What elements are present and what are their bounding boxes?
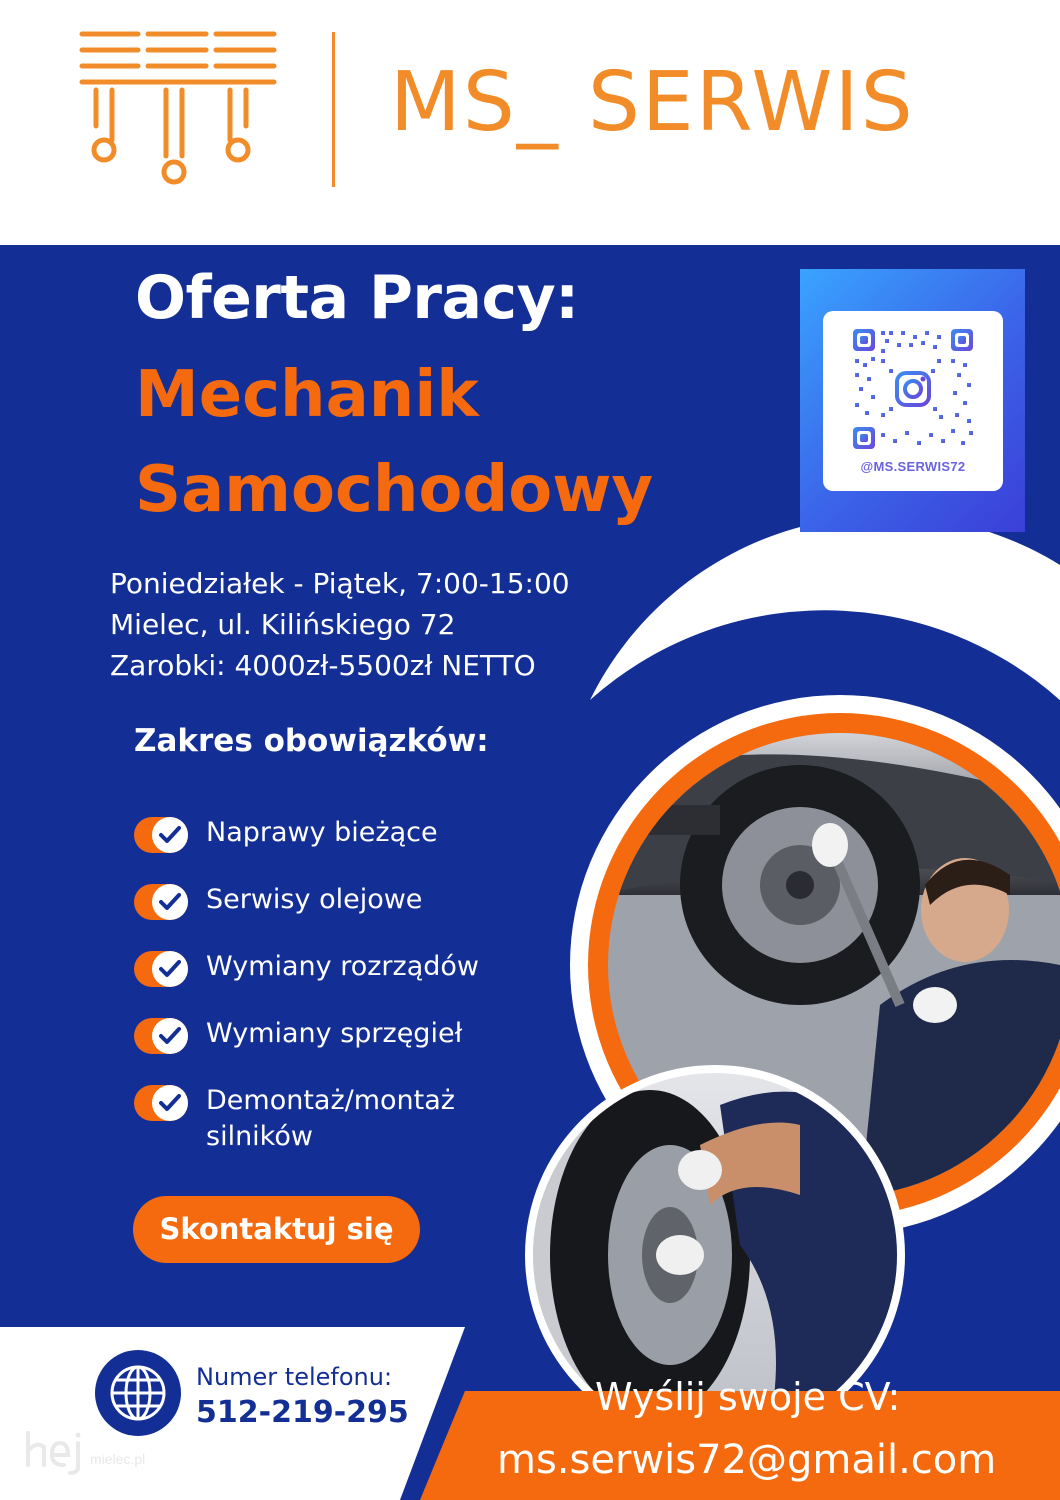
title-job-line2: Samochodowy xyxy=(135,453,654,527)
duty-label: Wymiany rozrządów xyxy=(206,951,479,982)
check-icon xyxy=(134,1018,188,1054)
poster-body xyxy=(0,245,1060,1500)
email-address[interactable]: ms.serwis72@gmail.com xyxy=(497,1437,997,1483)
instagram-handle: @MS.SERWIS72 xyxy=(860,459,966,474)
duty-label: Demontaż/montaż silników xyxy=(206,1085,455,1152)
check-icon xyxy=(134,884,188,920)
brand-name: MS_ SERWIS xyxy=(390,55,915,150)
duties-heading: Zakres obowiązków: xyxy=(134,723,489,759)
duty-label: Naprawy bieżące xyxy=(206,817,438,848)
check-icon xyxy=(134,817,188,853)
qr-code xyxy=(853,329,973,449)
job-info xyxy=(110,563,570,686)
instagram-qr-panel[interactable] xyxy=(800,269,1025,532)
address: Mielec, ul. Kilińskiego 72 xyxy=(110,608,456,641)
salary: Zarobki: 4000zł-5500zł NETTO xyxy=(110,649,536,682)
working-hours: Poniedziałek - Piątek, 7:00-15:00 xyxy=(110,567,570,600)
contact-button[interactable]: Skontaktuj się xyxy=(133,1196,420,1263)
hej-watermark-logo xyxy=(22,1425,182,1475)
logo-divider xyxy=(332,32,335,187)
duty-label: Wymiany sprzęgieł xyxy=(206,1018,463,1049)
duty-label: Serwisy olejowe xyxy=(206,884,423,915)
globe-icon xyxy=(95,1350,181,1436)
check-icon xyxy=(134,1085,188,1121)
phone-number[interactable]: 512-219-295 xyxy=(196,1395,409,1430)
phone-label: Numer telefonu: xyxy=(196,1363,393,1391)
check-icon xyxy=(134,951,188,987)
title-offer: Oferta Pracy: xyxy=(135,263,579,333)
qr-card xyxy=(823,311,1003,491)
car-lift-logo-icon xyxy=(78,30,278,190)
header xyxy=(0,0,1060,245)
cv-label: Wyślij swoje CV: xyxy=(595,1375,901,1419)
watermark-text: mielec.pl xyxy=(90,1451,146,1467)
title-job-line1: Mechanik xyxy=(135,358,479,432)
